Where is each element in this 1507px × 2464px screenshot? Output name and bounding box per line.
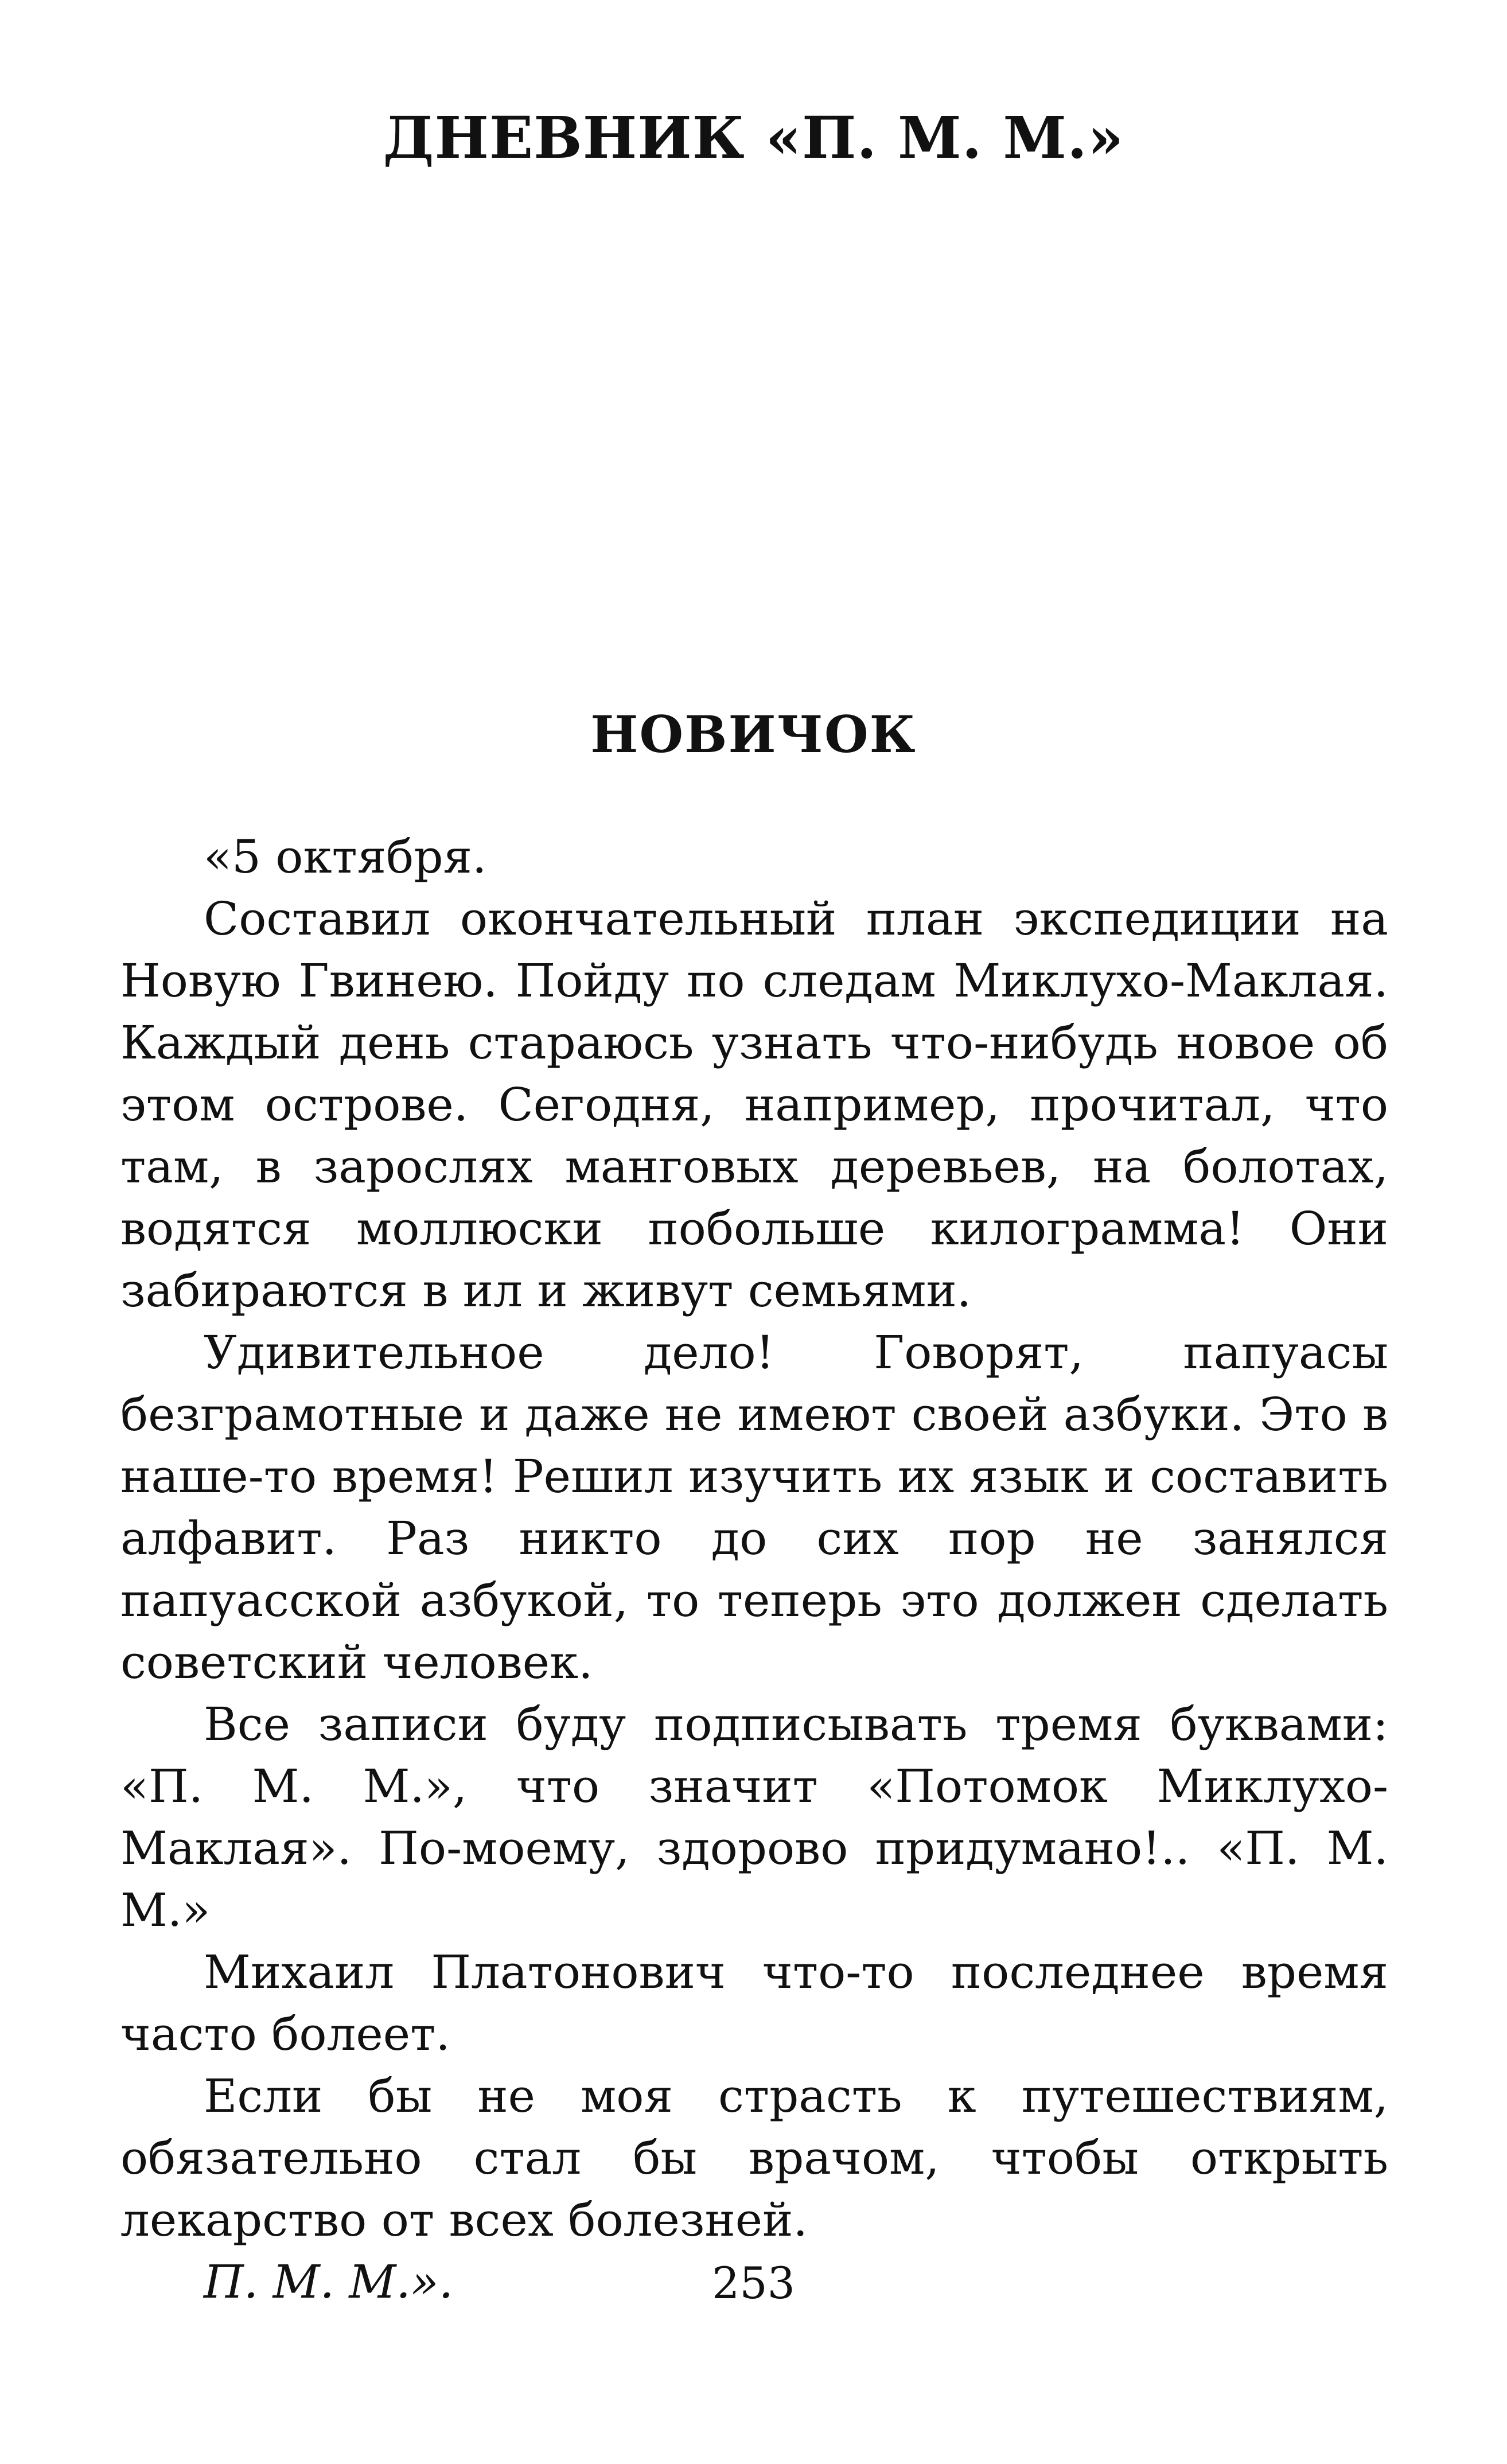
paragraph-date: «5 октября.	[204, 830, 487, 883]
running-head: ДНЕВНИК «П. М. М.»	[383, 104, 1124, 172]
paragraph: Составил окончательный план экспедиции на Новую Гвинею. Пойду по следам Миклухо-Маклая. Каждый день стараюсь узнать что-нибудь новое об этом острове. Сегодня, например, прочитал, что там, в зарослях манговых деревьев, на болотах, водятся моллюски побольше килограмма! Они забираются в ил и живут семьями.	[120, 892, 1388, 1317]
chapter-title: НОВИЧОК	[590, 704, 917, 764]
body-text	[120, 826, 1388, 2313]
paragraph: Если бы не моя страсть к путешествиям, обязательно стал бы врачом, чтобы открыть лекарство от всех болезней.	[120, 2069, 1388, 2247]
page-number: 253	[711, 2257, 796, 2309]
paragraph: Михаил Платонович что-то последнее время часто болеет.	[120, 1945, 1388, 2061]
signature: П. М. М.».	[204, 2255, 454, 2309]
paragraph: Удивительное дело! Говорят, папуасы безграмотные и даже не имеют своей азбуки. Это в наше-то время! Решил изучить их язык и составить алфавит. Раз никто до сих пор не занялся папуасской азбукой, то теперь это должен сделать советский человек.	[120, 1326, 1388, 1689]
paragraph: Все записи буду подписывать тремя буквами: «П. М. М.», что значит «Потомок Миклухо-Маклая». По-моему, здорово придумано!.. «П. М. М.»	[120, 1698, 1388, 1937]
